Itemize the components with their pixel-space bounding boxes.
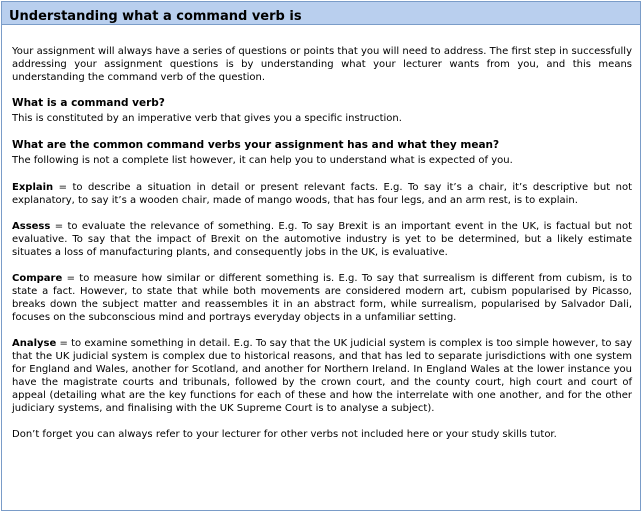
verb-definition-compare: = to measure how similar or different something is. E.g. To say that surrealism is different from cubism, is to state a fact. However, to state that while both movements are considered modern art, cubism popularised by Picasso, breaks down the subject matter and reassembles it in an abstract form, while surrealism, popularised by Salvador Dali, focuses on the subconscious mind and portrays everyday objects in a unfamiliar setting. bbox=[12, 273, 632, 323]
section-heading-common-verbs: What are the common command verbs your assignment has and what they mean? bbox=[12, 139, 500, 151]
section-body-what-is: This is constituted by an imperative verb that gives you a specific instruction. bbox=[12, 113, 402, 124]
verb-term-explain: Explain bbox=[12, 182, 54, 193]
section-heading-what-is: What is a command verb? bbox=[12, 97, 165, 109]
verb-term-analyse: Analyse bbox=[12, 338, 57, 349]
verb-definition-explain: = to describe a situation in detail or present relevant facts. E.g. To say it’s a chair, it’s descriptive but not explanatory, to say it’s a wooden chair, made of mango woods, that has four legs, and an arm rest, is to explain. bbox=[12, 182, 632, 206]
verb-assess bbox=[12, 220, 632, 259]
content-panel bbox=[1, 1, 641, 511]
verb-term-compare: Compare bbox=[12, 273, 63, 284]
verb-explain bbox=[12, 181, 632, 207]
panel-content bbox=[2, 25, 640, 441]
verb-analyse bbox=[12, 337, 632, 415]
closing-paragraph: Don’t forget you can always refer to your lecturer for other verbs not included here or your study skills tutor. bbox=[12, 429, 557, 440]
verb-compare bbox=[12, 272, 632, 324]
verb-term-assess: Assess bbox=[12, 221, 51, 232]
verb-definition-assess: = to evaluate the relevance of something. E.g. To say Brexit is an important event in the UK, is factual but not evaluative. To say that the impact of Brexit on the automotive industry is yet to be determined, but a likely estimate situates a loss of manufacturing plants, and consequently jobs in the UK, is evaluative. bbox=[12, 221, 632, 258]
intro-paragraph: Your assignment will always have a series of questions or points that you will need to address. The first step in successfully addressing your assignment questions is by understanding what your lecturer wants from you, and this means understanding the command verb of the question. bbox=[12, 46, 632, 83]
page-title: Understanding what a command verb is bbox=[9, 9, 302, 24]
verb-definition-analyse: = to examine something in detail. E.g. To say that the UK judicial system is complex is too simple however, to say that the UK judicial system is complex due to historical reasons, and that has led to separate jurisdictions with one system for England and Wales, another for Scotland, and another for Northern Ireland. In England Wales at the lower instance you have the magistrate courts and tribunals, followed by the crown court, and the county court, high court and court of appeal (detailing what are the key functions for each of these and how the interrelate with one another, and for the other judiciary systems, and finalising with the UK Supreme Court is to analyse a subject). bbox=[12, 338, 632, 414]
panel-header bbox=[2, 2, 640, 25]
section-body-common-verbs: The following is not a complete list however, it can help you to understand what is expected of you. bbox=[12, 155, 513, 166]
